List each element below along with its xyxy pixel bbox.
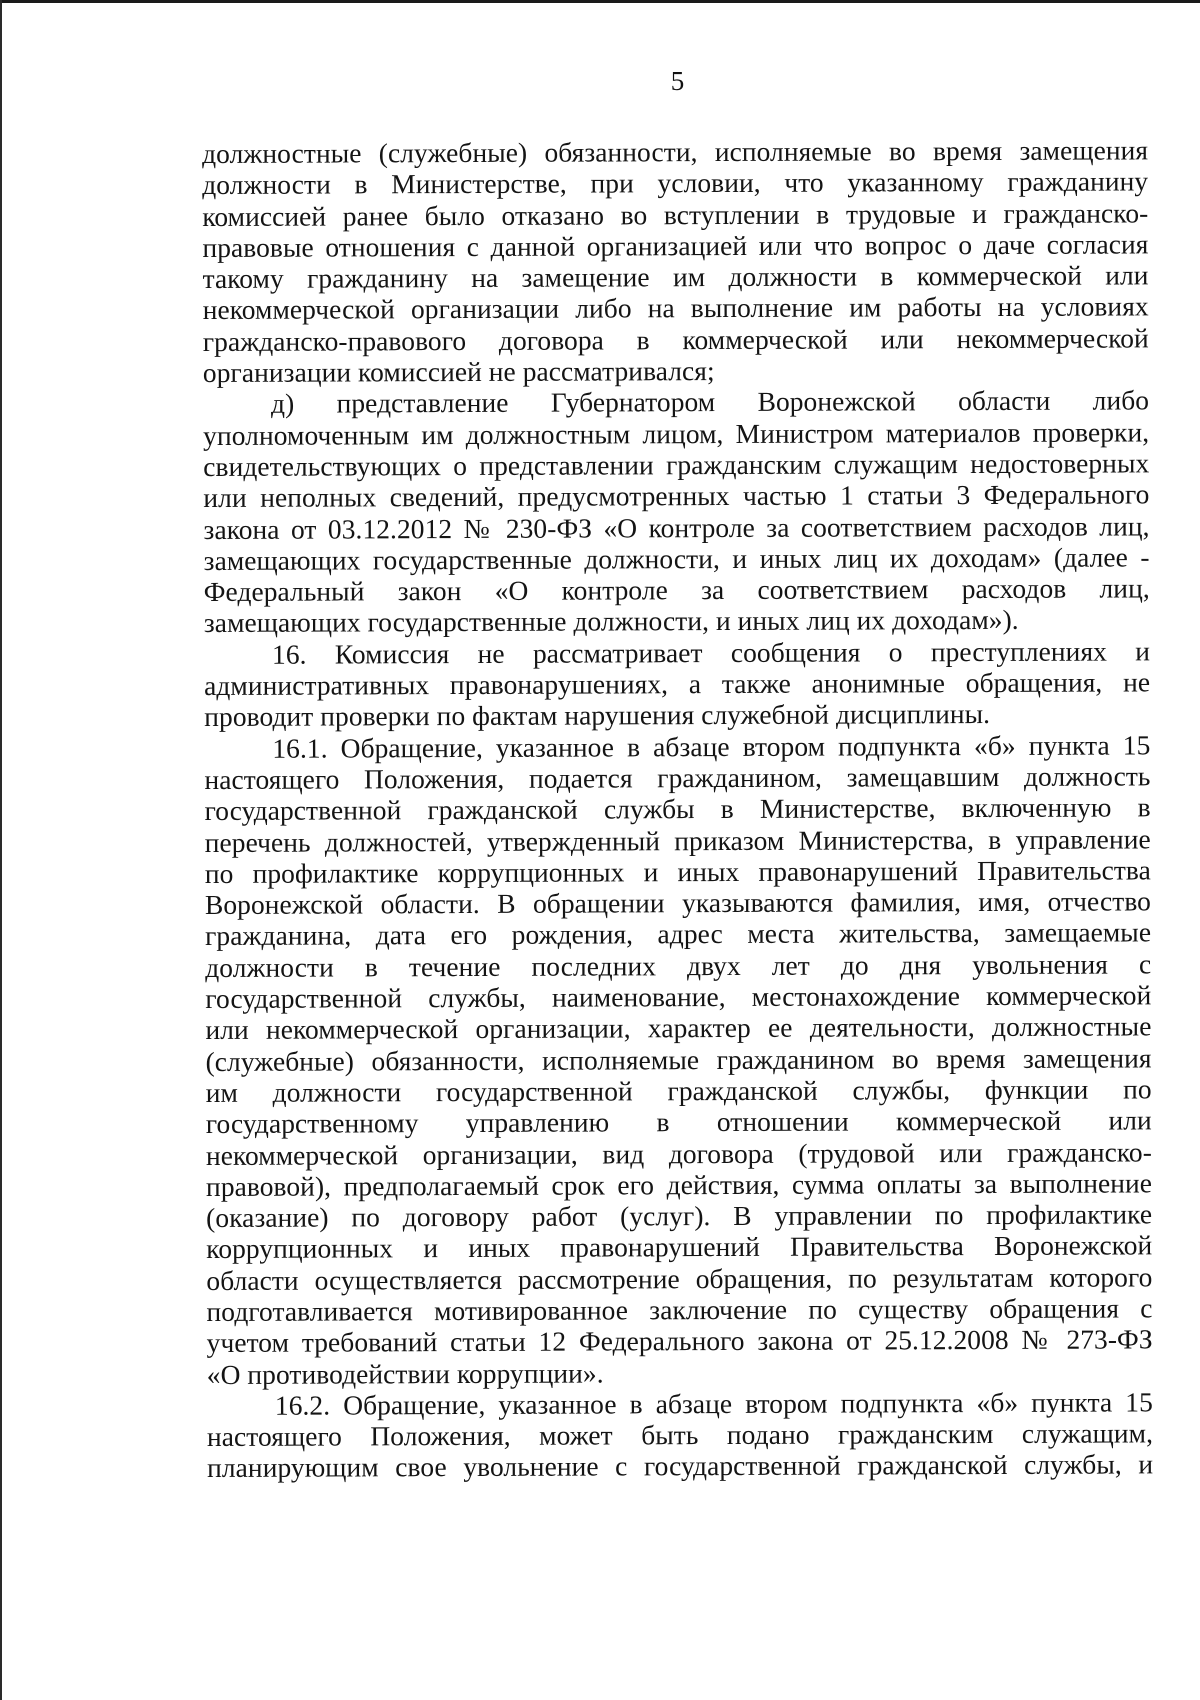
text-line: планирующим свое увольнение с государственной гражданской службы, и [207,1448,1154,1484]
text-line: настоящего Положения, может быть подано гражданским служащим, [206,1417,1154,1453]
text-line: такому гражданину на замещение им должности в коммерческой или [202,259,1149,295]
text-line: гражданина, дата его рождения, адрес места жительства, замещаемые [205,916,1152,952]
text-line: Воронежской области. В обращении указываются фамилия, имя, отчество [204,885,1151,921]
text-line: 16. Комиссия не рассматривает сообщения о преступлениях и [271,635,1151,670]
text-line: некоммерческой организации либо на выполнение им работы на условиях [202,290,1149,326]
paragraph-16-2 [207,1386,1153,1484]
text-line: должностные (служебные) обязанности, исполняемые во время замещения [202,134,1149,169]
text-line: «О противодействии коррупции». [206,1357,604,1390]
text-line: или некоммерческой организации, характер ее деятельности, должностные [205,1010,1152,1046]
text-line: правовой), предполагаемый срок его действия, сумма оплаты за выполнение [205,1167,1153,1202]
text-line: (служебные) обязанности, исполняемые гражданином во время замещения [205,1041,1152,1077]
text-line: по профилактике коррупционных и иных правонарушений Правительства [204,854,1151,889]
text-line: 16.1. Обращение, указанное в абзаце втором подпункта «б» пункта 15 [272,729,1151,764]
text-line: перечень должностей, утвержденный приказом Министерства, в управление [204,822,1151,858]
paragraph-16-1 [204,729,1153,1390]
text-line: комиссией ранее было отказано во вступлении в трудовые и гражданско- [202,196,1149,232]
text-line: гражданско-правового договора в коммерческой или некоммерческой [202,322,1149,357]
text-line: административных правонарушениях, а также анонимные обращения, не [204,666,1151,702]
text-line: уполномоченным им должностным лицом, Министром материалов проверки, [203,416,1150,451]
text-line: области осуществляется рассмотрение обращения, по результатам которого [206,1261,1153,1296]
scan-border-left [0,0,2,1700]
text-line: настоящего Положения, подается гражданином, замещавшим должность [204,760,1151,795]
text-line: 16.2. Обращение, указанное в абзаце втором подпункта «б» пункта 15 [274,1386,1153,1421]
text-line: должности в течение последних двух лет до дня увольнения с [205,948,1152,983]
text-line: государственному управлению в отношении коммерческой или [205,1104,1152,1140]
paragraph-item-d [203,385,1150,639]
text-line: (оказание) по договору работ (услуг). В управлении по профилактике [206,1198,1153,1234]
scan-border-top [0,0,1200,3]
paragraph-continuation [202,134,1149,388]
text-line: или неполных сведений, предусмотренных частью 1 статьи 3 Федерального [203,478,1150,514]
text-line: подготавливается мотивированное заключение по существу обращения с [206,1292,1153,1327]
text-line: закона от 03.12.2012 № 230-ФЗ «О контроле за соответствием расходов лиц, [203,509,1150,545]
text-line: замещающих государственные должности, и иных лиц их доходам» (далее - [203,541,1150,576]
text-line: проводит проверки по фактам нарушения служебной дисциплины. [204,698,991,733]
text-line: им должности государственной гражданской службы, функции по [205,1073,1152,1108]
text-line: некоммерческой организации, вид договора (трудовой или гражданско- [205,1135,1152,1171]
text-line: свидетельствующих о представлении гражданским служащим недостоверных [203,447,1150,482]
text-line: организации комиссией не рассматривался; [202,355,715,389]
text-line: правовые отношения с данной организацией или что вопрос о даче согласия [202,228,1149,263]
text-line: государственной гражданской службы в Министерстве, включенную в [204,791,1151,827]
text-line: учетом требований статьи 12 Федерального закона от 25.12.2008 № 273-ФЗ [206,1323,1153,1359]
text-line: замещающих государственные должности, и иных лиц их доходам»). [203,604,1019,639]
document-body [202,134,1153,1483]
text-line: Федеральный закон «О контроле за соответствием расходов лиц, [203,572,1150,608]
text-line: д) представление Губернатором Воронежской области либо [270,384,1150,420]
paragraph-16 [204,635,1150,733]
page-number: 5 [670,66,685,96]
text-line: государственной службы, наименование, местонахождение коммерческой [205,979,1152,1015]
text-line: должности в Министерстве, при условии, что указанному гражданину [202,165,1149,201]
text-line: коррупционных и иных правонарушений Правительства Воронежской [206,1229,1153,1265]
